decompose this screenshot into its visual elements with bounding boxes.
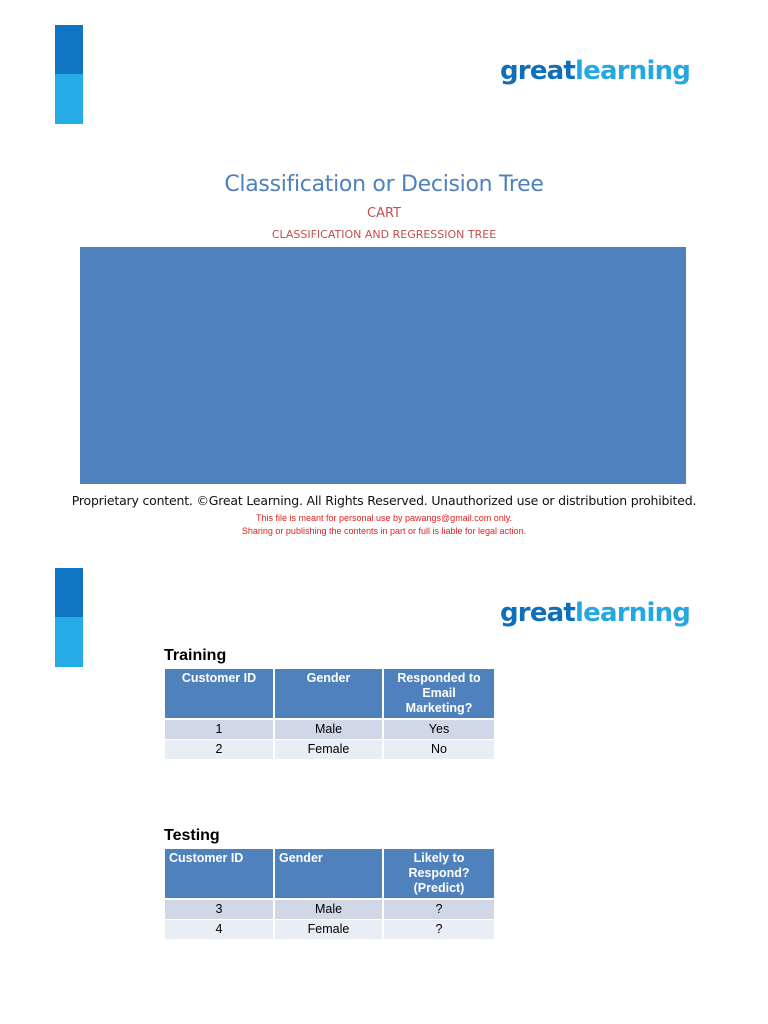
- table-header-row: [165, 849, 494, 899]
- slide-title: Classification or Decision Tree: [224, 172, 544, 197]
- cell-gender: Male: [274, 899, 383, 919]
- slide1-accent-bar-light: [55, 74, 83, 124]
- header-responded: Responded to Email Marketing?: [383, 669, 494, 719]
- slide1-accent-bar-dark: [55, 25, 83, 74]
- logo-great-text: great: [500, 56, 576, 86]
- subtitle-cart: CART: [367, 206, 401, 221]
- testing-label: Testing: [164, 827, 220, 844]
- header-gender: Gender: [274, 669, 383, 719]
- cell-gender: Female: [274, 919, 383, 939]
- table-row: [165, 739, 494, 759]
- greatlearning-logo: [500, 56, 690, 86]
- proprietary-notice: Proprietary content. ©Great Learning. All Rights Reserved. Unauthorized use or distribution prohibited.: [71, 493, 697, 508]
- table-row: [165, 899, 494, 919]
- header-gender: Gender: [274, 849, 383, 899]
- logo-learning-text: learning: [575, 598, 691, 628]
- header-customer-id: Customer ID: [165, 849, 274, 899]
- table-row: [165, 919, 494, 939]
- cell-gender: Male: [274, 719, 383, 739]
- cell-customer-id: 1: [165, 719, 274, 739]
- cell-customer-id: 3: [165, 899, 274, 919]
- training-table: [165, 669, 494, 760]
- personal-use-warning: This file is meant for personal use by pawangs@gmail.com only.: [255, 513, 513, 523]
- greatlearning-logo-2: [500, 598, 690, 628]
- cell-customer-id: 2: [165, 739, 274, 759]
- testing-table: [165, 849, 494, 940]
- cell-prediction: ?: [383, 919, 494, 939]
- subtitle-full-name: CLASSIFICATION AND REGRESSION TREE: [271, 228, 497, 241]
- slide2-accent-bar-dark: [55, 568, 83, 617]
- cell-responded: Yes: [383, 719, 494, 739]
- content-placeholder-box: [80, 247, 686, 484]
- logo-learning-text: learning: [575, 56, 691, 86]
- cell-customer-id: 4: [165, 919, 274, 939]
- cell-prediction: ?: [383, 899, 494, 919]
- cell-gender: Female: [274, 739, 383, 759]
- logo-great-text: great: [500, 598, 576, 628]
- training-label: Training: [164, 647, 227, 664]
- slide2-accent-bar-light: [55, 617, 83, 667]
- table-header-row: [165, 669, 494, 719]
- cell-responded: No: [383, 739, 494, 759]
- header-customer-id: Customer ID: [165, 669, 274, 719]
- table-row: [165, 719, 494, 739]
- header-likely-to-respond: Likely to Respond? (Predict): [383, 849, 494, 899]
- sharing-warning: Sharing or publishing the contents in part or full is liable for legal action.: [241, 526, 527, 536]
